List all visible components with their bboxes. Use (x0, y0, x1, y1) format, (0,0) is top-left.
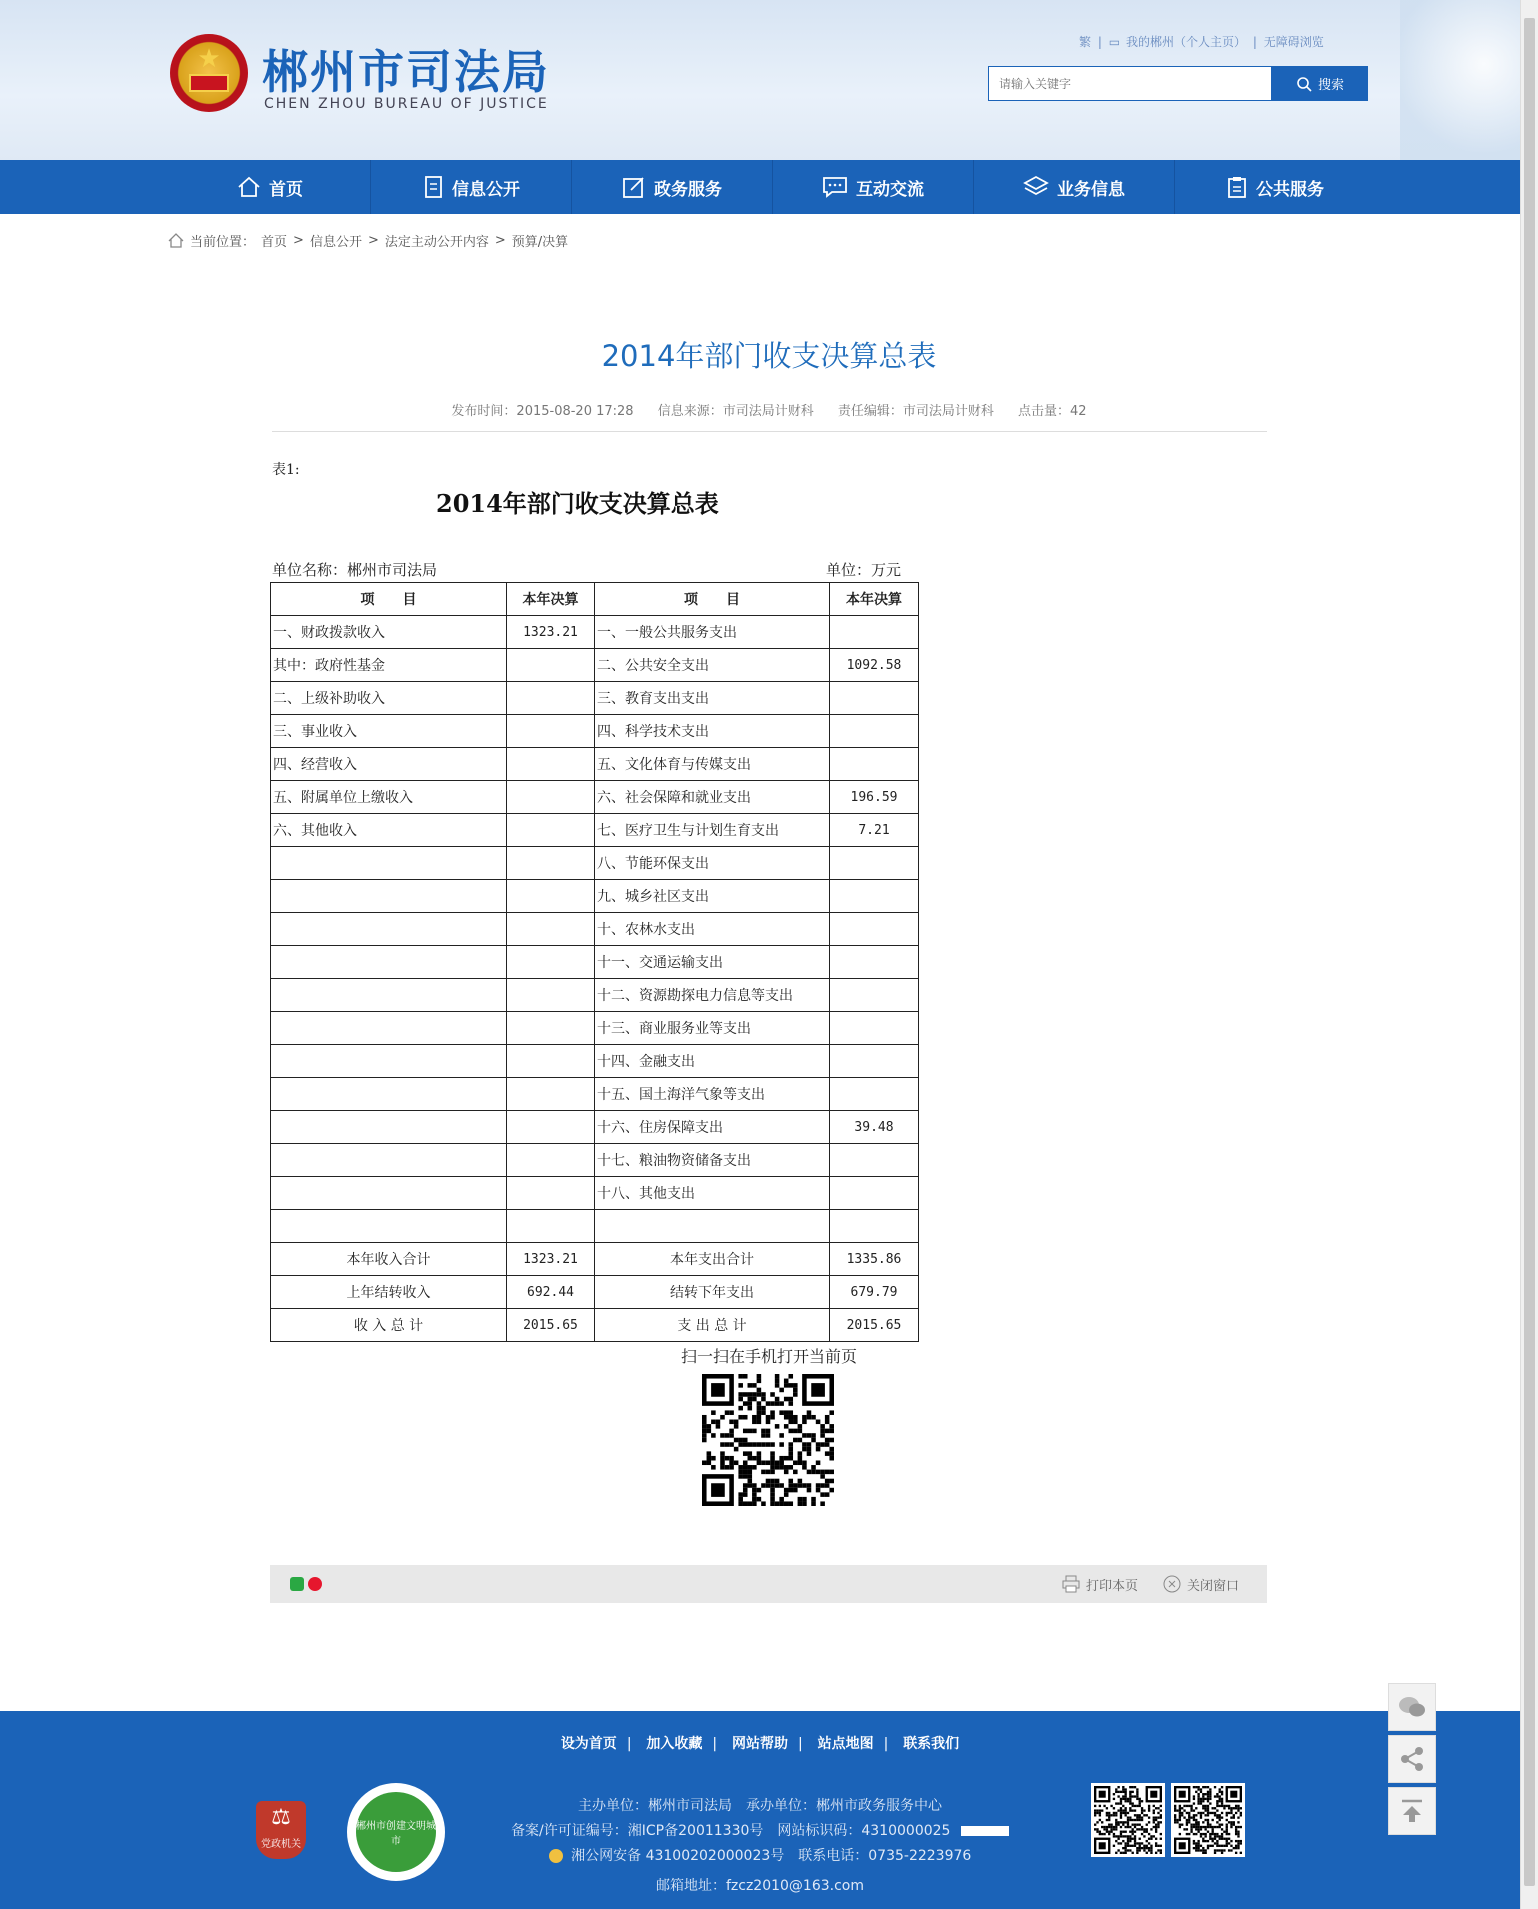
table-row (271, 880, 919, 913)
expense-item: 十五、国土海洋气象等支出 (595, 1078, 830, 1111)
printer-icon (1062, 1575, 1080, 1593)
column-header: 本年决算 (507, 583, 595, 616)
income-value: 1323.21 (507, 616, 595, 649)
expense-total-label: 本年支出合计 (595, 1243, 830, 1276)
income-value (507, 1012, 595, 1045)
expense-value (830, 880, 919, 913)
search-box (988, 66, 1272, 101)
expense-item (595, 1210, 830, 1243)
expense-value (830, 1012, 919, 1045)
footer-qr-code-1 (1091, 1783, 1165, 1857)
income-item (271, 1177, 507, 1210)
wechat-share-icon[interactable] (290, 1577, 304, 1591)
share-float-button[interactable] (1388, 1735, 1436, 1783)
income-item (271, 1111, 507, 1144)
total-row (271, 1309, 919, 1342)
expense-total-label: 结转下年支出 (595, 1276, 830, 1309)
table-row (271, 1012, 919, 1045)
page-scrollbar[interactable] (1520, 0, 1538, 1909)
expense-value (830, 913, 919, 946)
unit-name: 单位名称：郴州市司法局 (272, 561, 438, 579)
table-row (271, 814, 919, 847)
table-row (271, 979, 919, 1012)
income-item (271, 913, 507, 946)
share-toolbar (270, 1565, 1267, 1603)
table-row (271, 1045, 919, 1078)
main-nav (0, 160, 1520, 214)
income-total-label: 收 入 总 计 (271, 1309, 507, 1342)
page-title: 2014年部门收支决算总表 (601, 339, 937, 373)
layers-icon (1023, 175, 1049, 199)
column-header: 项 目 (595, 583, 830, 616)
expense-value (830, 715, 919, 748)
table-row (271, 748, 919, 781)
expense-item: 十三、商业服务业等支出 (595, 1012, 830, 1045)
nav-item-business[interactable] (974, 160, 1174, 214)
table-title: 2014年部门收支决算总表 (436, 489, 719, 518)
income-item (271, 847, 507, 880)
close-window-button[interactable] (1163, 1565, 1239, 1603)
expense-item: 七、医疗卫生与计划生育支出 (595, 814, 830, 847)
nav-label-home: 首页 (269, 179, 303, 200)
income-item: 其中：政府性基金 (271, 649, 507, 682)
expense-value (830, 616, 919, 649)
total-row (271, 1243, 919, 1276)
breadcrumb-statutory[interactable]: 法定主动公开内容 (384, 235, 489, 250)
expense-item: 十四、金融支出 (595, 1045, 830, 1078)
income-item (271, 1210, 507, 1243)
footer-sponsor: 主办单位：郴州市司法局 承办单位：郴州市政务服务中心 (578, 1798, 942, 1814)
qr-code-image (702, 1374, 834, 1506)
income-item: 二、上级补助收入 (271, 682, 507, 715)
income-value (507, 880, 595, 913)
expense-value (830, 979, 919, 1012)
wechat-icon (1398, 1695, 1426, 1719)
publish-time: 发布时间：2015-08-20 17:28 (451, 404, 634, 419)
expense-item: 十、农林水支出 (595, 913, 830, 946)
expense-item: 十二、资源勘探电力信息等支出 (595, 979, 830, 1012)
table-row (271, 616, 919, 649)
income-item (271, 946, 507, 979)
search-button-label: 搜索 (1317, 78, 1344, 93)
expense-total-value: 1335.86 (830, 1243, 919, 1276)
table-label: 表1: (272, 462, 300, 478)
footer-icp: 备案/许可证编号：湘ICP备20011330号 网站标识码：4310000025 (0, 1820, 1520, 1840)
breadcrumb: 当前位置： 首页 > 信息公开 > 法定主动公开内容 > 预算/决算 (168, 231, 568, 250)
income-value (507, 979, 595, 1012)
income-value (507, 946, 595, 979)
table-row (271, 649, 919, 682)
table-row (271, 1210, 919, 1243)
expense-item: 三、教育支出支出 (595, 682, 830, 715)
my-chenzhou-link[interactable]: 我的郴州（个人主页） (1126, 35, 1247, 49)
site-subtitle: CHEN ZHOU BUREAU OF JUSTICE (264, 96, 549, 112)
nav-label-info: 信息公开 (452, 179, 520, 200)
income-value (507, 715, 595, 748)
expense-value (830, 748, 919, 781)
weibo-share-icon[interactable] (308, 1577, 322, 1591)
expense-item: 二、公共安全支出 (595, 649, 830, 682)
budget-table (270, 582, 919, 1342)
monitor-icon: ▭ (1108, 35, 1121, 49)
expense-item: 六、社会保障和就业支出 (595, 781, 830, 814)
table-row (271, 1078, 919, 1111)
scrollbar-thumb[interactable] (1524, 18, 1535, 1886)
income-item: 四、经营收入 (271, 748, 507, 781)
income-item: 一、财政拨款收入 (271, 616, 507, 649)
income-item (271, 1144, 507, 1177)
search-icon (1296, 76, 1312, 92)
income-value (507, 748, 595, 781)
search-button[interactable] (1272, 66, 1368, 101)
expense-value (830, 1045, 919, 1078)
income-item: 六、其他收入 (271, 814, 507, 847)
income-total-value: 692.44 (507, 1276, 595, 1309)
home-icon (237, 176, 261, 198)
top-links: 繁 | ▭ 我的郴州（个人主页） | 无障碍浏览 (1079, 35, 1324, 49)
search-input[interactable] (989, 67, 1269, 100)
national-emblem-logo: ★ (170, 34, 248, 112)
edit-icon (622, 175, 646, 199)
income-total-value: 1323.21 (507, 1243, 595, 1276)
expense-value (830, 1078, 919, 1111)
nav-label-public-service: 公共服务 (1256, 179, 1324, 200)
income-total-label: 本年收入合计 (271, 1243, 507, 1276)
table-row (271, 1111, 919, 1144)
info-source: 信息来源：市司法局计财科 (657, 404, 814, 419)
expense-item: 一、一般公共服务支出 (595, 616, 830, 649)
print-label: 打印本页 (1086, 1578, 1139, 1594)
expense-item: 八、节能环保支出 (595, 847, 830, 880)
footer-link-sitemap[interactable]: 站点地图 (817, 1736, 874, 1752)
income-item (271, 979, 507, 1012)
expense-value (830, 946, 919, 979)
income-value (507, 781, 595, 814)
income-value (507, 1210, 595, 1243)
expense-total-value: 2015.65 (830, 1309, 919, 1342)
back-to-top-button[interactable] (1388, 1787, 1436, 1835)
expense-value: 39.48 (830, 1111, 919, 1144)
income-value (507, 1078, 595, 1111)
income-item: 五、附属单位上缴收入 (271, 781, 507, 814)
nav-item-gov-service[interactable] (572, 160, 772, 214)
income-total-value: 2015.65 (507, 1309, 595, 1342)
police-badge-icon (549, 1849, 563, 1863)
expense-value (830, 682, 919, 715)
expense-value (830, 1144, 919, 1177)
footer-police: 湘公网安备 43100202000023号 联系电话：0735-2223976 (0, 1845, 1520, 1865)
income-value (507, 1111, 595, 1144)
divider (272, 431, 1267, 432)
header-decoration (1400, 0, 1520, 160)
income-item (271, 880, 507, 913)
clipboard-icon (1226, 175, 1248, 199)
arrow-up-icon (1400, 1798, 1424, 1824)
expense-total-value: 679.79 (830, 1276, 919, 1309)
breadcrumb-prefix: 当前位置： (190, 235, 256, 250)
expense-item: 九、城乡社区支出 (595, 880, 830, 913)
expense-item: 五、文化体育与传媒支出 (595, 748, 830, 781)
expense-item: 十七、粮油物资储备支出 (595, 1144, 830, 1177)
expense-value: 7.21 (830, 814, 919, 847)
hit-count: 点击量：42 (1018, 404, 1087, 419)
article-meta (0, 400, 1538, 419)
footer-links: 设为首页 | 加入收藏 | 网站帮助 | 站点地图 | 联系我们 (560, 1736, 960, 1752)
income-value (507, 814, 595, 847)
nav-label-interaction: 互动交流 (856, 179, 924, 200)
traditional-chinese-link[interactable]: 繁 (1079, 35, 1092, 49)
expense-item: 十一、交通运输支出 (595, 946, 830, 979)
qr-caption: 扫一扫在手机打开当前页 (680, 1347, 857, 1366)
income-item: 三、事业收入 (271, 715, 507, 748)
column-header: 项 目 (271, 583, 507, 616)
unit-label: 单位：万元 (826, 561, 902, 579)
footer (0, 1711, 1520, 1909)
footer-link-favorite[interactable]: 加入收藏 (646, 1736, 703, 1752)
expense-value (830, 1210, 919, 1243)
table-row (271, 715, 919, 748)
income-total-label: 上年结转收入 (271, 1276, 507, 1309)
party-gov-badge[interactable]: ⚖ 党政机关 (256, 1801, 306, 1859)
breadcrumb-budget[interactable]: 预算/决算 (511, 235, 569, 250)
nav-label-gov-service: 政务服务 (654, 179, 722, 200)
civilized-city-badge[interactable]: 郴州市创建文明城市 (347, 1783, 445, 1881)
close-label: 关闭窗口 (1187, 1578, 1240, 1594)
wechat-float-button[interactable] (1388, 1683, 1436, 1731)
table-row (271, 847, 919, 880)
editor: 责任编辑：市司法局计财科 (837, 404, 994, 419)
footer-link-homepage[interactable]: 设为首页 (560, 1736, 617, 1752)
footer-link-help[interactable]: 网站帮助 (732, 1736, 788, 1752)
nav-item-home[interactable] (170, 160, 370, 214)
expense-value: 196.59 (830, 781, 919, 814)
expense-value: 1092.58 (830, 649, 919, 682)
income-value (507, 682, 595, 715)
home-icon (168, 233, 184, 248)
nav-label-business: 业务信息 (1057, 179, 1125, 200)
table-row (271, 682, 919, 715)
cnzz-icon[interactable] (961, 1826, 1009, 1836)
income-value (507, 847, 595, 880)
income-value (507, 1177, 595, 1210)
site-title[interactable]: 郴州市司法局 (262, 45, 550, 99)
table-header-row (271, 583, 919, 616)
footer-email: 邮箱地址：fzcz2010@163.com (655, 1878, 865, 1894)
income-value (507, 1045, 595, 1078)
footer-link-contact[interactable]: 联系我们 (903, 1736, 960, 1752)
income-value (507, 913, 595, 946)
income-item (271, 1045, 507, 1078)
table-row (271, 946, 919, 979)
expense-value (830, 847, 919, 880)
income-value (507, 1144, 595, 1177)
expense-item: 十六、住房保障支出 (595, 1111, 830, 1144)
column-header: 本年决算 (830, 583, 919, 616)
share-icon (1399, 1746, 1425, 1772)
nav-item-info[interactable] (371, 160, 571, 214)
table-row (271, 913, 919, 946)
income-value (507, 649, 595, 682)
table-row (271, 1144, 919, 1177)
expense-value (830, 1177, 919, 1210)
accessibility-link[interactable]: 无障碍浏览 (1263, 35, 1324, 49)
nav-item-public-service[interactable] (1175, 160, 1375, 214)
print-button[interactable] (1062, 1565, 1138, 1603)
breadcrumb-home[interactable]: 首页 (261, 235, 288, 250)
expense-item: 四、科学技术支出 (595, 715, 830, 748)
chat-icon (822, 176, 848, 198)
expense-item: 十八、其他支出 (595, 1177, 830, 1210)
income-item (271, 1078, 507, 1111)
table-row (271, 1177, 919, 1210)
document-icon (422, 175, 444, 199)
breadcrumb-info[interactable]: 信息公开 (309, 235, 362, 250)
expense-total-label: 支 出 总 计 (595, 1309, 830, 1342)
table-row (271, 781, 919, 814)
footer-qr-code-2 (1171, 1783, 1245, 1857)
income-item (271, 1012, 507, 1045)
nav-item-interaction[interactable] (773, 160, 973, 214)
close-icon (1163, 1575, 1181, 1593)
total-row (271, 1276, 919, 1309)
